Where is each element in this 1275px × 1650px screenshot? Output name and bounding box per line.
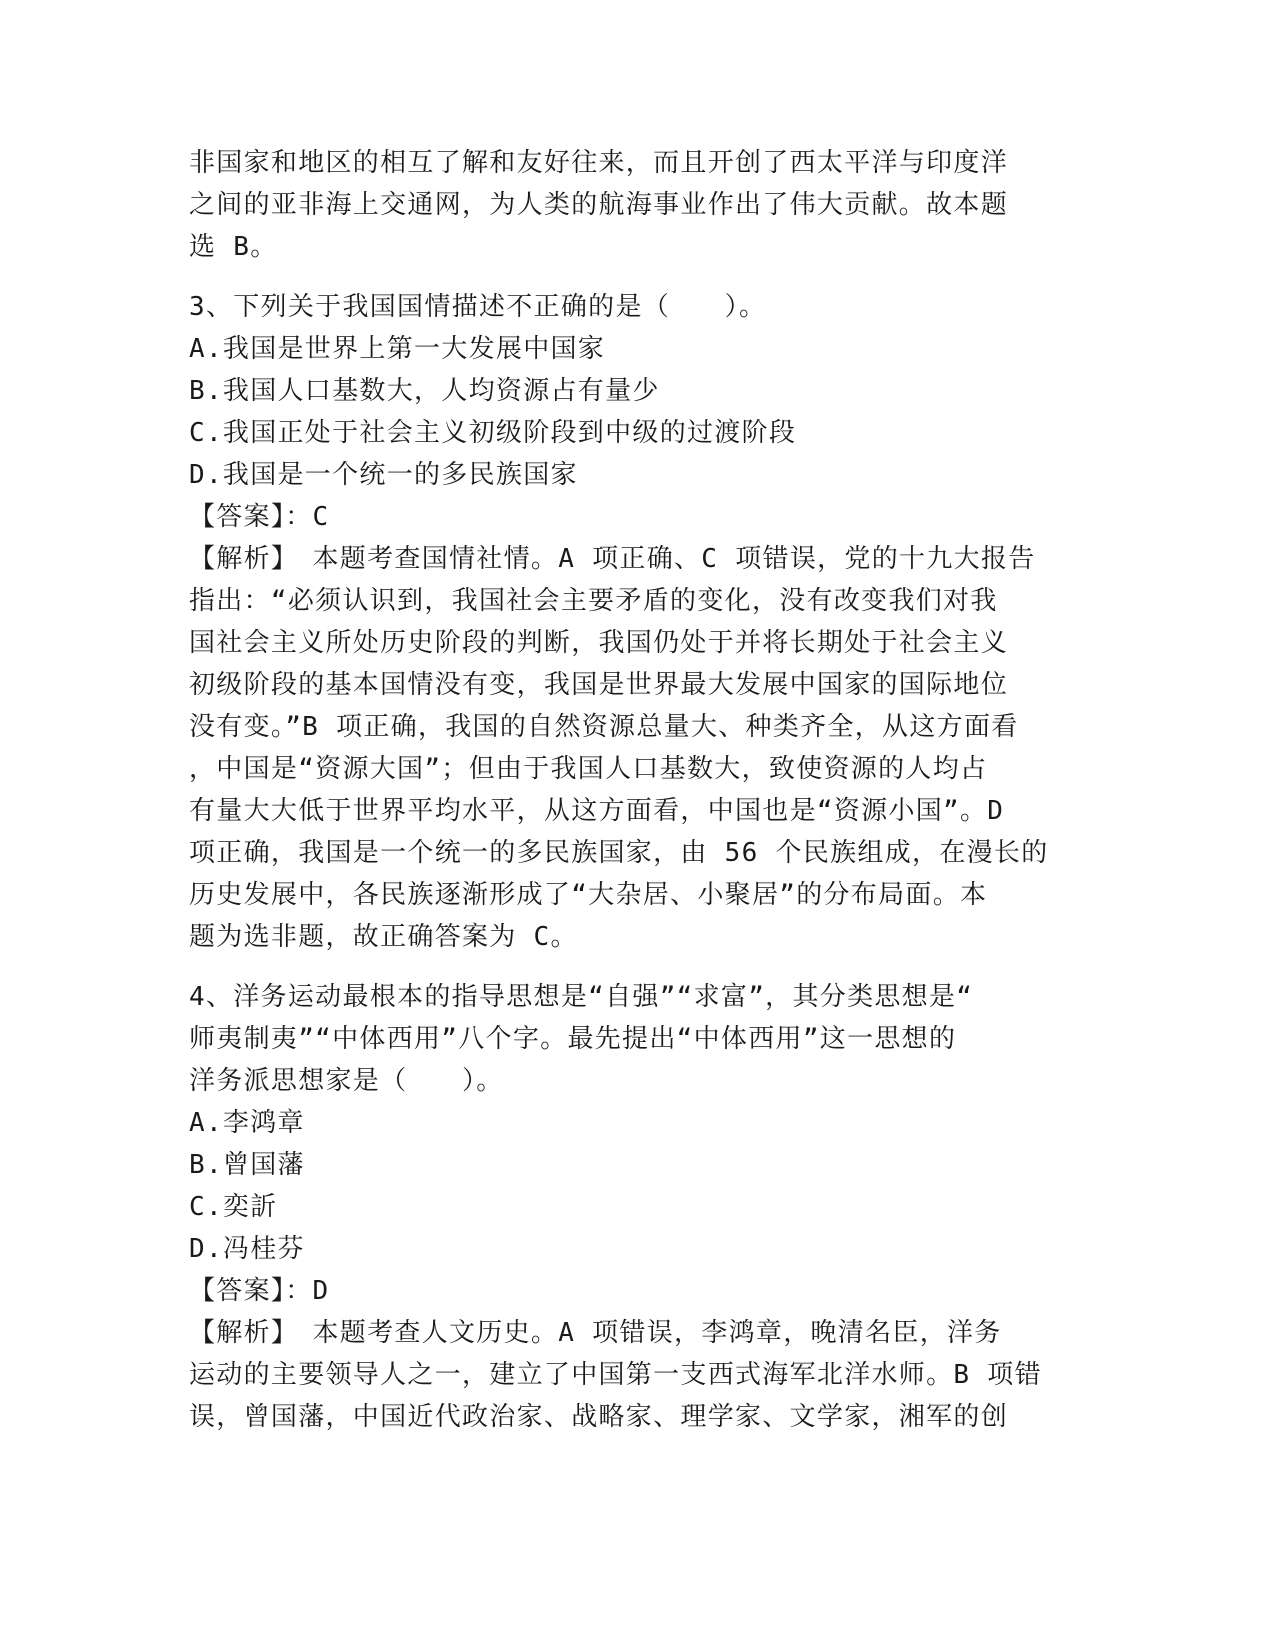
analysis-line: 题为选非题，故正确答案为 C。 [189, 922, 578, 952]
analysis-line: 有量大大低于世界平均水平，从这方面看，中国也是“资源小国”。D [189, 796, 1005, 826]
option-c: C.奕訢 [189, 1192, 278, 1222]
option-b: B.我国人口基数大，人均资源占有量少 [189, 376, 660, 406]
document-page [189, 142, 1089, 1438]
question-text: 4、洋务运动最根本的指导思想是“自强”“求富”，其分类思想是“ [189, 982, 974, 1012]
analysis-line: 初级阶段的基本国情没有变，我国是世界最大发展中国家的国际地位 [189, 670, 1009, 700]
analysis-line: 历史发展中，各民族逐渐形成了“大杂居、小聚居”的分布局面。本 [189, 880, 988, 910]
analysis-line: 【解析】 本题考查人文历史。A 项错误，李鸿章，晚清名臣，洋务 [189, 1318, 1002, 1348]
analysis-line: 误，曾国藩，中国近代政治家、战略家、理学家、文学家，湘军的创 [189, 1402, 1009, 1432]
analysis-line: ，中国是“资源大国”；但由于我国人口基数大，致使资源的人均占 [189, 754, 988, 784]
question-text: 3、下列关于我国国情描述不正确的是（ ）。 [189, 292, 767, 322]
analysis-line: 指出：“必须认识到，我国社会主要矛盾的变化，没有改变我们对我 [189, 586, 998, 616]
option-d: D.我国是一个统一的多民族国家 [189, 460, 578, 490]
text-line: 之间的亚非海上交通网，为人类的航海事业作出了伟大贡献。故本题 [189, 190, 1009, 220]
question-text: 洋务派思想家是（ ）。 [189, 1066, 504, 1096]
previous-analysis-tail [189, 142, 1089, 268]
answer: 【答案】：D [189, 1276, 330, 1306]
option-a: A.我国是世界上第一大发展中国家 [189, 334, 606, 364]
question-text: 师夷制夷”“中体西用”八个字。最先提出“中体西用”这一思想的 [189, 1024, 957, 1054]
option-b: B.曾国藩 [189, 1150, 305, 1180]
analysis-line: 运动的主要领导人之一，建立了中国第一支西式海军北洋水师。B 项错 [189, 1360, 1042, 1390]
question-3 [189, 286, 1089, 958]
analysis-line: 项正确，我国是一个统一的多民族国家，由 56 个民族组成，在漫长的 [189, 838, 1049, 868]
answer: 【答案】：C [189, 502, 330, 532]
option-c: C.我国正处于社会主义初级阶段到中级的过渡阶段 [189, 418, 797, 448]
text-line: 非国家和地区的相互了解和友好往来，而且开创了西太平洋与印度洋 [189, 148, 1009, 178]
option-a: A.李鸿章 [189, 1108, 305, 1138]
analysis-line: 国社会主义所处历史阶段的判断，我国仍处于并将长期处于社会主义 [189, 628, 1009, 658]
analysis-line: 【解析】 本题考查国情社情。A 项正确、C 项错误，党的十九大报告 [189, 544, 1036, 574]
option-d: D.冯桂芬 [189, 1234, 305, 1264]
analysis-line: 没有变。”B 项正确，我国的自然资源总量大、种类齐全，从这方面看 [189, 712, 1019, 742]
question-4 [189, 976, 1089, 1438]
text-line: 选 B。 [189, 232, 278, 262]
